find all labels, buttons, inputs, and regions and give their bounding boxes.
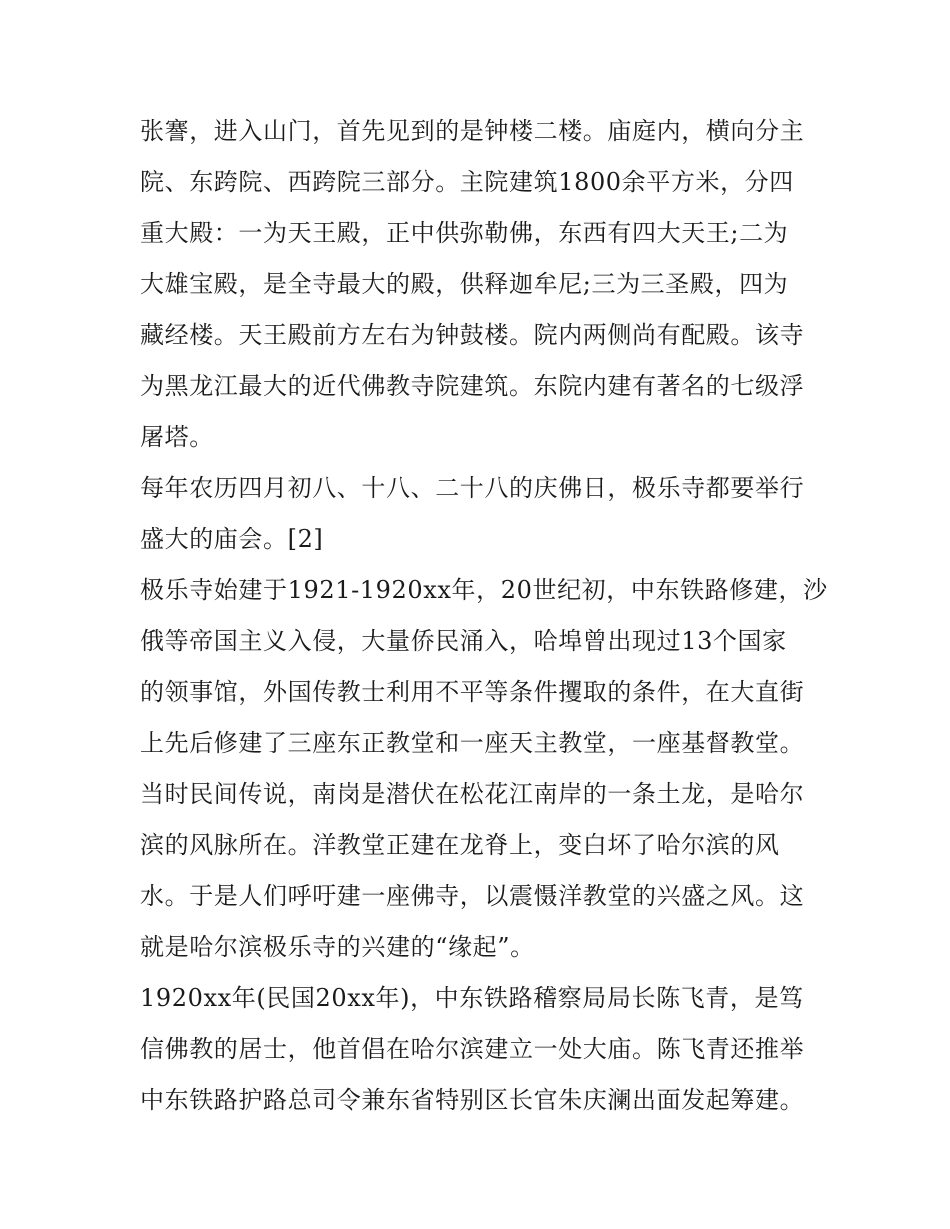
text-line: 上先后修建了三座东正教堂和一座天主教堂，一座基督教堂。 <box>140 729 805 757</box>
text-line: 院、东跨院、西跨院三部分。主院建筑1800余平方米，分四 <box>140 168 794 196</box>
text-line: 的领事馆，外国传教士利用不平等条件攫取的条件，在大直街 <box>140 678 805 706</box>
text-line: 重大殿：一为天王殿，正中供弥勒佛，东西有四大天王;二为 <box>140 219 789 247</box>
text-line: 极乐寺始建于1921-1920xx年，20世纪初，中东铁路修建，沙 <box>140 576 828 604</box>
text-line: 1920xx年(民国20xx年)，中东铁路稽察局局长陈飞青，是笃 <box>140 984 804 1012</box>
text-line: 屠塔。 <box>140 423 214 451</box>
text-line: 藏经楼。天王殿前方左右为钟鼓楼。院内两侧尚有配殿。该寺 <box>140 321 805 349</box>
text-line: 大雄宝殿，是全寺最大的殿，供释迦牟尼;三为三圣殿，四为 <box>140 270 789 298</box>
text-line: 俄等帝国主义入侵，大量侨民涌入，哈埠曾出现过13个国家 <box>140 627 787 655</box>
document-body <box>140 106 828 1126</box>
text-line: 当时民间传说，南岗是潜伏在松花江南岸的一条土龙，是哈尔 <box>140 780 805 808</box>
text-line: 滨的风脉所在。洋教堂正建在龙脊上，变白坏了哈尔滨的风 <box>140 831 780 859</box>
text-line: 每年农历四月初八、十八、二十八的庆佛日，极乐寺都要举行 <box>140 474 805 502</box>
text-line: 水。于是人们呼吁建一座佛寺，以震慑洋教堂的兴盛之风。这 <box>140 882 805 910</box>
text-line: 盛大的庙会。[2] <box>140 525 324 553</box>
text-line: 中东铁路护路总司令兼东省特别区长官朱庆澜出面发起筹建。 <box>140 1086 805 1114</box>
text-line: 就是哈尔滨极乐寺的兴建的“缘起”。 <box>140 933 535 961</box>
text-line: 为黑龙江最大的近代佛教寺院建筑。东院内建有著名的七级浮 <box>140 372 805 400</box>
text-line: 张謇，进入山门，首先见到的是钟楼二楼。庙庭内，横向分主 <box>140 117 805 145</box>
text-line: 信佛教的居士，他首倡在哈尔滨建立一处大庙。陈飞青还推举 <box>140 1035 805 1063</box>
